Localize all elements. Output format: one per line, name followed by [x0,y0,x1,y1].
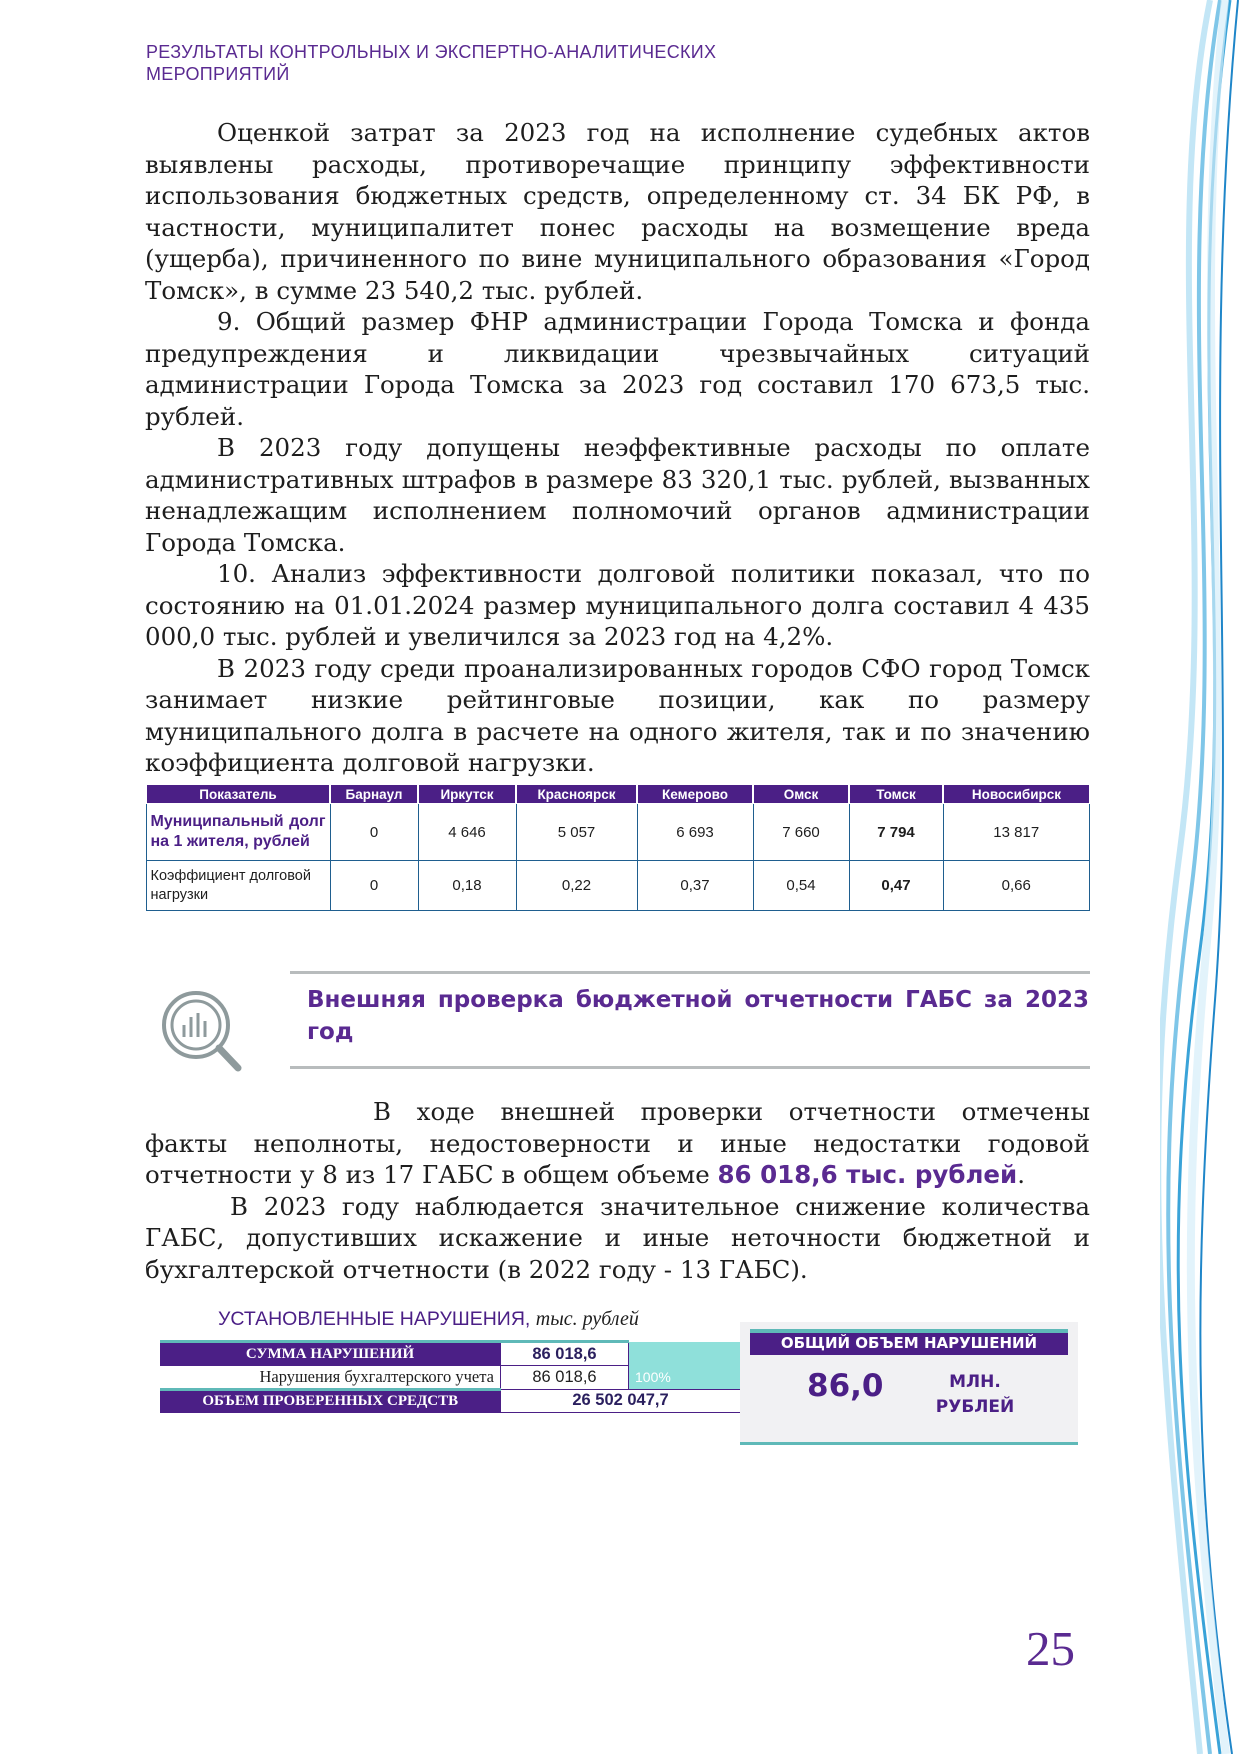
table-header-row [146,785,1090,804]
violations-title: УСТАНОВЛЕННЫЕ НАРУШЕНИЯ, тыс. рублей [218,1308,639,1330]
debt-comparison-table [145,784,1090,911]
table-cell: 5 057 [516,804,637,861]
table-cell: 7 660 [753,804,849,861]
table-cell: 0,66 [943,861,1090,911]
table-cell: 4 646 [418,804,516,861]
table-cell: 0,18 [418,861,516,911]
table-cell-tomsk: 0,47 [849,861,943,911]
checked-label: ОБЪЕМ ПРОВЕРЕННЫХ СРЕДСТВ [160,1389,501,1413]
col-header: Кемерово [637,785,753,804]
paragraph-rating: В 2023 году среди проанализированных городов СФО город Томск занимает низкие рейтинговые позиции, как по размеру муниципального долга в расчете на одного жителя, так и по значению коэффициента долговой нагрузки. [145,653,1090,777]
table-cell: 0,37 [637,861,753,911]
checked-value: 26 502 047,7 [501,1389,742,1413]
col-header: Показатель [146,785,330,804]
col-header: Новосибирск [943,785,1090,804]
col-header: Красноярск [516,785,637,804]
violations-row [160,1366,741,1390]
table-cell: 0 [330,804,418,861]
violations-row [160,1342,741,1366]
accounting-label: Нарушения бухгалтерского учета [259,1366,494,1386]
header-line-1: РЕЗУЛЬТАТЫ КОНТРОЛЬНЫХ И ЭКСПЕРТНО-АНАЛИТИЧЕСКИХ [146,42,717,62]
paragraph-court-costs: Оценкой затрат за 2023 год на исполнение судебных актов выявлены расходы, противоречащие принципу эффективности использования бюджетных средств, определенному ст. 34 БК РФ, в частности, муниципалитет понес расходы на возмещение вреда (ущерба), причиненного по вине муниципального образования «Город Томск», в сумме 23 540,2 тыс. рублей. [145,118,1090,305]
row-label: Коэффициент долговой нагрузки [146,861,330,911]
page-header [146,41,716,85]
intro-text [145,117,1090,779]
row-label: Муниципальный долг на 1 жителя, рублей [146,804,330,861]
total-caption: ОБЩИЙ ОБЪЕМ НАРУШЕНИЙ [750,1329,1068,1355]
header-line-2: МЕРОПРИЯТИЙ [146,64,290,84]
col-header: Томск [849,785,943,804]
paragraph-debt: 10. Анализ эффективности долговой политики показал, что по состоянию на 01.01.2024 размер муниципального долга составил 4 435 000,0 тыс. рублей и увеличился за 2023 год на 4,2%. [145,559,1090,651]
section-title: Внешняя проверка бюджетной отчетности ГАБС за 2023 год [307,987,1089,1045]
total-value: 86,0 [807,1368,884,1404]
table-cell: 0,54 [753,861,849,911]
violations-row [160,1389,741,1413]
accounting-value: 86 018,6 [501,1366,629,1390]
total-unit [930,1370,1020,1420]
page-number: 25 [1026,1621,1075,1676]
sum-value: 86 018,6 [501,1342,629,1366]
violations-table [160,1340,742,1413]
external-check-text: В ходе внешней проверки отчетности отмечены факты неполноты, недостоверности и иные недостатки годовой отчетности у 8 из 17 ГАБС в общем объеме [145,1097,1090,1189]
table-cell-tomsk: 7 794 [849,804,943,861]
magnifier-chart-icon [152,985,252,1075]
table-row [146,861,1090,911]
violations-amount: 86 018,6 тыс. рублей [717,1160,1018,1189]
col-header: Барнаул [330,785,418,804]
total-unit-line-1: МЛН. [949,1372,1001,1392]
external-check-end: . [1017,1160,1026,1189]
table-cell: 0 [330,861,418,911]
paragraph-gabs-decrease: В 2023 году наблюдается значительное снижение количества ГАБС, допустивших искажение и иные неточности бюджетной и бухгалтерской отчетности (в 2022 году - 13 ГАБС). [145,1191,1090,1284]
sum-label: СУММА НАРУШЕНИЙ [160,1342,501,1366]
col-header: Иркутск [418,785,516,804]
paragraph-fnr: 9. Общий размер ФНР администрации Города Томска и фонда предупреждения и ликвидации чрезвычайных ситуаций администрации Города Томска за 2023 год составил 170 673,5 тыс. рублей. [145,307,1090,431]
paragraph-fines: В 2023 году допущены неэффективные расходы по оплате административных штрафов в размере 83 320,1 тыс. рублей, вызванных ненадлежащим исполнением полномочий органов администрации Города Томска. [145,433,1090,557]
accounting-share: 100% [629,1366,742,1390]
violations-unit: тыс. рублей [535,1308,639,1330]
total-unit-line-2: РУБЛЕЙ [935,1397,1015,1417]
section-divider-bottom [290,1066,1090,1069]
violations-title-text: УСТАНОВЛЕННЫЕ НАРУШЕНИЯ [218,1308,525,1330]
paragraph-external-check [145,1096,1090,1191]
sum-bar [629,1342,742,1366]
table-cell: 0,22 [516,861,637,911]
table-row [146,804,1090,861]
total-violations-box [740,1322,1078,1445]
section-divider-top [290,971,1090,974]
col-header: Омск [753,785,849,804]
table-cell: 6 693 [637,804,753,861]
section-text [145,1096,1090,1285]
decorative-wave [1160,0,1240,1754]
table-cell: 13 817 [943,804,1090,861]
